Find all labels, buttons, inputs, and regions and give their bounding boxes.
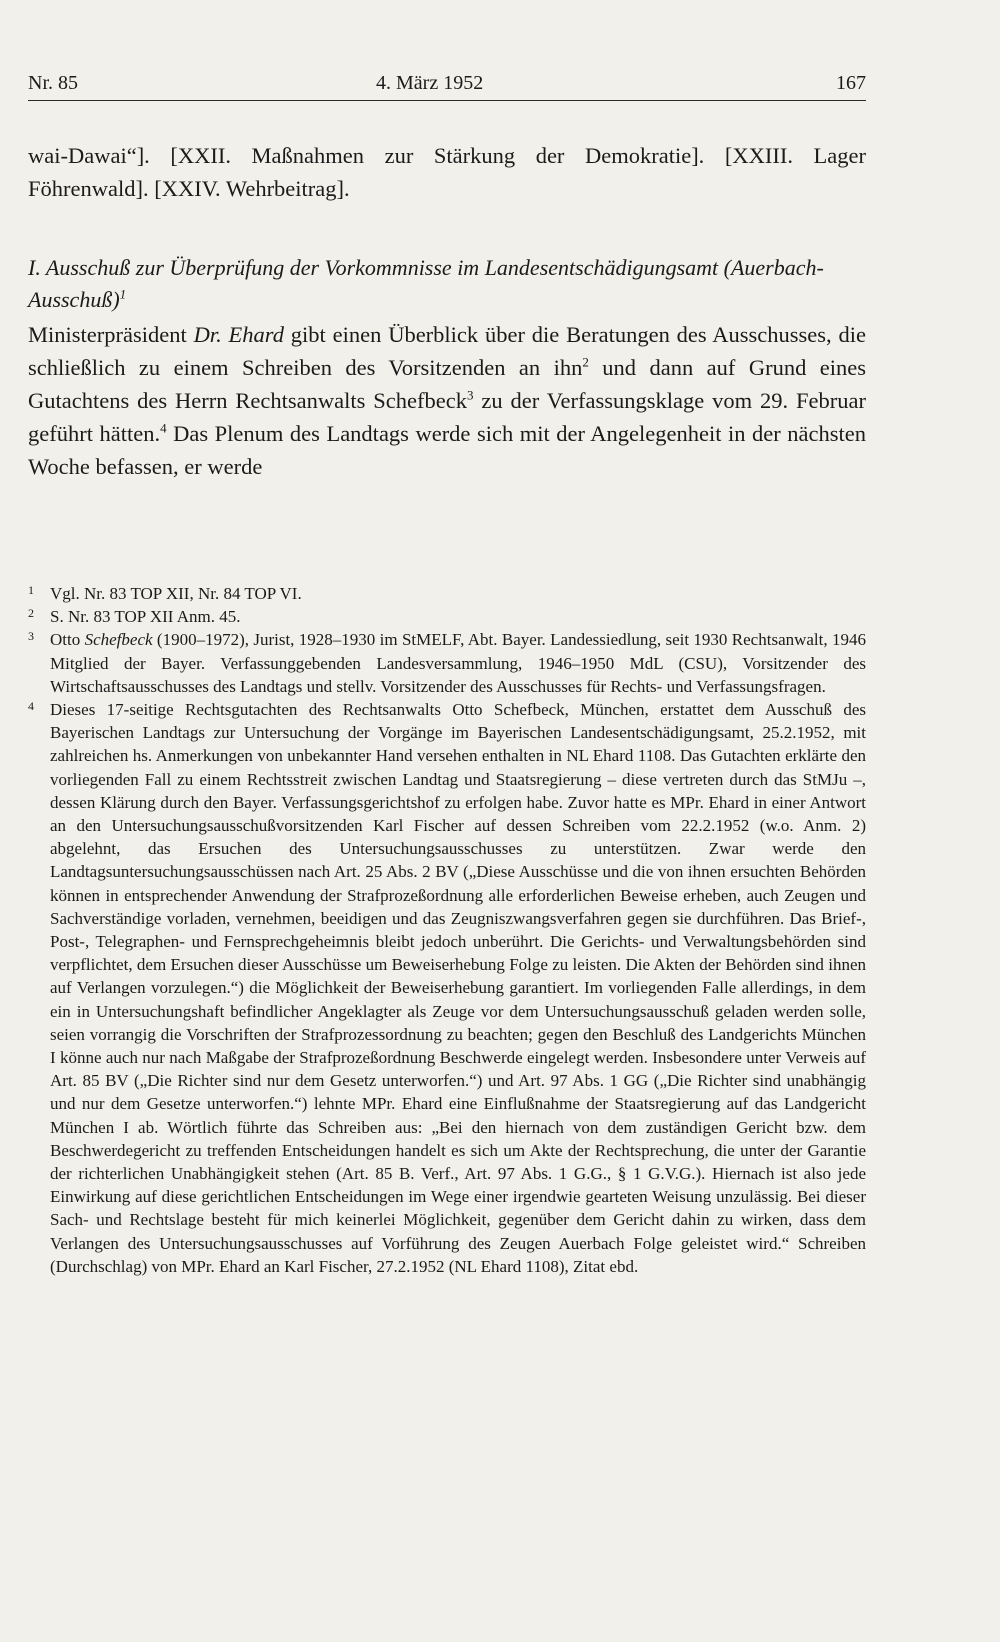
para-part-4: zu der Verfassungsklage vom 29. Februar geführt hätten. (28, 388, 866, 446)
footnote-number: 4 (28, 699, 34, 714)
page-number: 167 (836, 72, 866, 94)
footnote-text: Otto (50, 630, 85, 650)
footnotes (28, 582, 866, 1278)
para-part-2: gibt einen Überblick über die Beratungen des Ausschusses, die schließlich zu einem Schreiben des Vorsitzenden an ihn (28, 322, 866, 380)
footnote-1 (28, 582, 866, 605)
footnote-ref-2: 2 (582, 354, 589, 370)
section-heading (28, 252, 866, 316)
footnote-3 (28, 628, 866, 698)
running-header (28, 72, 866, 102)
section-paragraph (28, 318, 866, 483)
continuation-text (28, 140, 866, 205)
footnote-text: Vgl. Nr. 83 TOP XII, Nr. 84 TOP VI. (50, 584, 302, 603)
para-part-3: und dann auf Grund eines Gutachtens des Herrn Rechtsanwalts Schefbeck (28, 355, 866, 413)
speaker-name: Dr. Ehard (193, 322, 284, 347)
section-heading-text: I. Ausschuß zur Überprüfung der Vorkommnisse im Landesentschädigungsamt (Auerbach-Ausschuß) (28, 255, 824, 312)
continuation-paragraph: wai-Dawai“]. [XXII. Maßnahmen zur Stärkung der Demokratie]. [XXIII. Lager Föhrenwald]. [XXIV. Wehrbeitrag]. (28, 143, 866, 201)
footnote-text: S. Nr. 83 TOP XII Anm. 45. (50, 607, 241, 627)
footnote-text: Dieses 17-seitige Rechtsgutachten des Rechtsanwalts Otto Schefbeck, München, erstattet dem Ausschuß des Bayerischen Landtags zur Untersuchung der Vorgänge im Bayerischen Landesentschädigungsamt, 25.2.1952, mit zahlreichen hs. Anmerkungen von unbekannter Hand versehen enthalten in NL Ehard 1108. Das Gutachten erklärte den vorliegenden Fall zu einem Rechtsstreit zwischen Landtag und Staatsregierung – diese vertreten durch das StMJu –, dessen Klärung durch den Bayer. Verfassungsgerichtshof zu erfolgen habe. Zuvor hatte es MPr. Ehard in einer Antwort an den Untersuchungsausschußvorsitzenden Karl Fischer auf dessen Schreiben vom 22.2.1952 (w.o. Anm. 2) abgelehnt, das Ersuchen des Untersuchungsausschusses zu unterstützen. Zwar werde den Landtagsuntersuchungsausschüssen nach Art. 25 Abs. 2 BV („Diese Ausschüsse und die von ihnen ersuchten Behörden können in entsprechender Anwendung der Strafprozeßordnung alle erforderlichen Beweise erheben, auch Zeugen und Sachverständige vorladen, vernehmen, beeidigen und das Zeugniszwangsverfahren gegen sie durchführen. Das Brief-, Post-, Telegraphen- und Fernsprechgeheimnis bleibt jedoch unberührt. Die Gerichts- und Verwaltungsbehörden sind verpflichtet, dem Ersuchen dieser Ausschüsse um Beweiserhebung Folge zu leisten. Die Akten der Behörden sind ihnen auf Verlangen vorzulegen.“) die Möglichkeit der Beweiserhebung garantiert. Im vorliegenden Falle allerdings, in dem ein in Untersuchungshaft befindlicher Angeklagter als Zeuge vor dem Untersuchungsausschuß geladen werden solle, seien vorrangig die Vorschriften der Strafprozessordnung zu beachten; gegen den Beschluß des Landgerichts München I könne auch nur nach Maßgabe der Strafprozeßordnung Beschwerde eingelegt werden. Insbesondere unter Verweis auf Art. 85 BV („Die Richter sind nur dem Gesetz unterworfen.“) und Art. 97 Abs. 1 GG („Die Richter sind unabhängig und nur dem Gesetze unterworfen.“) lehnte MPr. Ehard eine Einflußnahme der Staatsregierung auf das Landgericht München I ab. Wörtlich führte das Schreiben aus: „Bei den hiernach von dem zuständigen Gericht bzw. dem Beschwerdegericht zu treffenden Entscheidungen handelt es sich um Akte der Rechtsprechung, die unter der Garantie der richterlichen Unabhängigkeit stehen (Art. 85 B. Verf., Art. 97 Abs. 1 G.G., § 1 G.V.G.). Hiernach ist also jede Einwirkung auf diese gerichtlichen Entscheidungen im Wege einer irgendwie gearteten Weisung unzulässig. Bei dieser Sach- und Rechtslage besteht für mich keinerlei Möglichkeit, gegenüber dem Gericht dahin zu wirken, dass dem Verlangen des Untersuchungsausschusses auf Vorführung des Zeugen Auerbach Folge geleistet wird.“ Schreiben (Durchschlag) von MPr. Ehard an Karl Fischer, 27.2.1952 (NL Ehard 1108), Zitat ebd. (50, 700, 866, 1276)
header-date: 4. März 1952 (376, 72, 484, 94)
footnote-ref-4: 4 (160, 420, 167, 436)
para-part-5: Das Plenum des Landtags werde sich mit der Angelegenheit in der nächsten Woche befassen, er werde (28, 421, 866, 479)
footnote-ref-3: 3 (466, 387, 474, 403)
footnote-ref-1: 1 (119, 286, 127, 302)
header-rule (28, 100, 866, 101)
document-number: Nr. 85 (28, 72, 78, 94)
footnote-number: 2 (28, 606, 34, 621)
footnote-text-cont: (1900–1972), Jurist, 1928–1930 im StMELF, Abt. Bayer. Landessiedlung, seit 1930 Rechtsanwalt, 1946 Mitglied der Bayer. Verfassunggebenden Landesversammlung, 1946–1950 MdL (CSU), Vorsitzender des Wirtschaftsausschusses des Landtags und stellv. Vorsitzender des Ausschusses für Rechts- und Verfassungsfragen. (50, 630, 866, 696)
footnote-number: 1 (28, 583, 34, 597)
footnote-4 (28, 698, 866, 1278)
footnote-number: 3 (28, 629, 34, 644)
footnote-person-name: Schefbeck (84, 630, 153, 650)
para-part-1: Ministerpräsident (28, 322, 194, 347)
footnote-2 (28, 605, 866, 628)
